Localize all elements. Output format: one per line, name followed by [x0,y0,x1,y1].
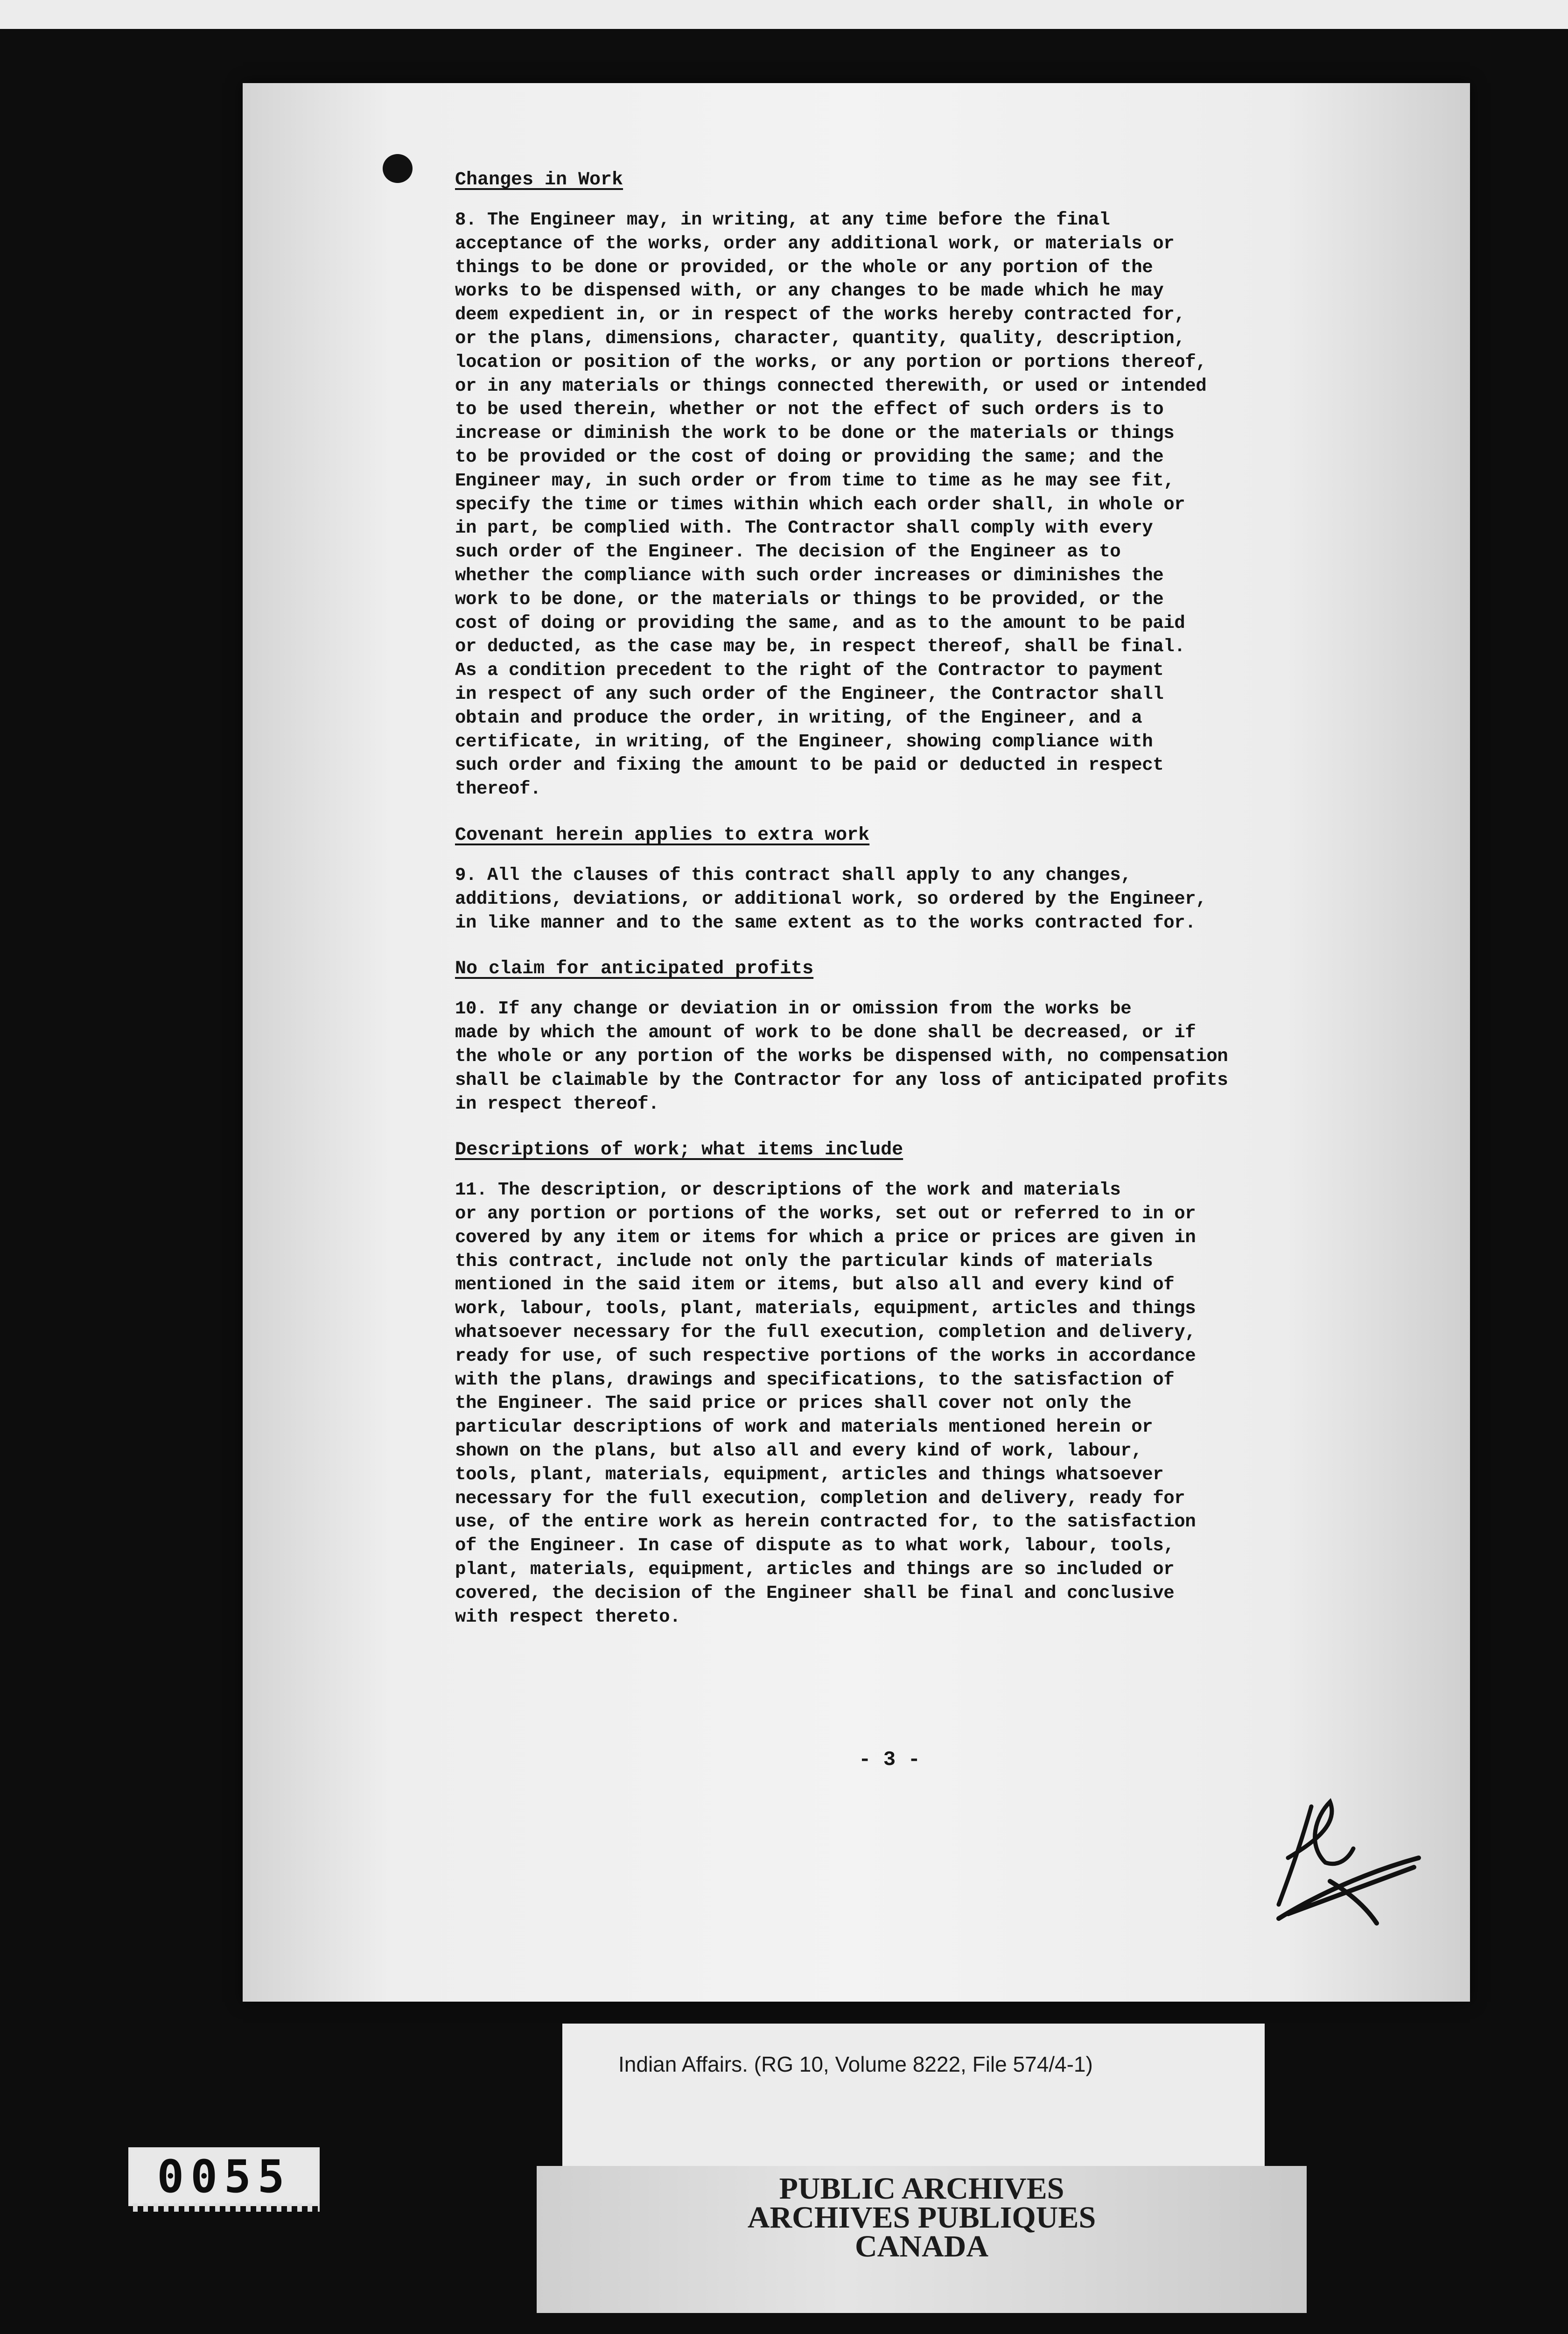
section-no-claim-profits [455,957,1342,1116]
section-changes-in-work [455,168,1342,801]
section-paragraph: 10. If any change or deviation in or omission from the works be made by which the amount of work to be done shall be decreased, or if the whole or any portion of the works be dispensed with, no compensation shall be claimable by the Contractor for any loss of anticipated profits in respect thereof. [455,998,1228,1114]
stamp-line-3: CANADA [855,2229,988,2264]
section-paragraph: 8. The Engineer may, in writing, at any time before the final acceptance of the works, order any additional work, or materials or things to be done or provided, or the whole or any portion of the works to be dispensed with, or any changes to be made which he may deem expedient in, or in respect of the works hereby contracted for, or the plans, dimensions, character, quantity, quality, description, location or position of the works, or any portion or portions thereof, or in any materials or things connected therewith, or used or intended to be used therein, whether or not the effect of such orders is to increase or diminish the work to be done or the materials or things to be provided or the cost of doing or providing the same; and the Engineer may, in such order or from time to time as he may see fit, specify the time or times within which each order shall, in whole or in part, be complied with. The Contractor shall comply with every such order of the Engineer. The decision of the Engineer as to whether the compliance with such order increases or diminishes the work to be done, or the materials or things to be provided, or the cost of doing or providing the same, and as to the amount to be paid or deducted, as the case may be, in respect thereof, shall be final. As a condition precedent to the right of the Contractor to payment in respect of any such order of the Engineer, the Contractor shall obtain and produce the order, in writing, of the Engineer, and a certificate, in writing, of the Engineer, showing compliance with such order and fixing the amount to be paid or deducted in respect thereof. [455,210,1207,800]
section-covenant-extra-work [455,823,1342,935]
frame-number: 0055 [128,2147,320,2206]
signature-initials [1260,1788,1437,1928]
section-paragraph: 9. All the clauses of this contract shall apply to any changes, additions, deviations, or additional work, so ordered by the Engineer, in like manner and to the same extent as to the works contracted for. [455,865,1207,933]
page-number: - 3 - [859,1748,921,1772]
section-heading: No claim for anticipated profits [455,958,814,980]
section-heading: Covenant herein applies to extra work [455,824,870,846]
archive-reference-label: Indian Affairs. (RG 10, Volume 8222, File 574/4-1) [618,2052,1093,2076]
section-paragraph: 11. The description, or descriptions of the work and materials or any portion or portions of the works, set out or referred to in or covered by any item or items for which a price or prices are given in this contract, include not only the particular kinds of materials mentioned in the said item or items, but also all and every kind of work, labour, tools, plant, materials, equipment, articles and things whatsoever necessary for the full execution, completion and delivery, ready for use, of such respective portions of the works in accordance with the plans, drawings and specifications, to the satisfaction of the Engineer. The said price or prices shall cover not only the particular descriptions of work and materials mentioned herein or shown on the plans, but also all and every kind of work, labour, tools, plant, materials, equipment, articles and things whatsoever necessary for the full execution, completion and delivery, ready for use, of the entire work as herein contracted for, to the satisfaction of the Engineer. In case of dispute as to what work, labour, tools, plant, materials, equipment, articles and things are so included or covered, the decision of the Engineer shall be final and conclusive with respect thereto. [455,1180,1196,1627]
stamp-line-2: ARCHIVES PUBLIQUES [747,2200,1096,2235]
archive-reference-card [562,2024,1265,2166]
section-descriptions-of-work [455,1138,1342,1629]
section-heading: Changes in Work [455,169,623,190]
document-body [455,168,1342,1651]
public-archives-stamp [537,2166,1307,2313]
film-top-strip [0,0,1568,29]
section-heading: Descriptions of work; what items include [455,1139,903,1161]
stamp-line-1: PUBLIC ARCHIVES [779,2172,1064,2206]
punch-hole [383,154,413,183]
frame-ticks [133,2203,320,2212]
